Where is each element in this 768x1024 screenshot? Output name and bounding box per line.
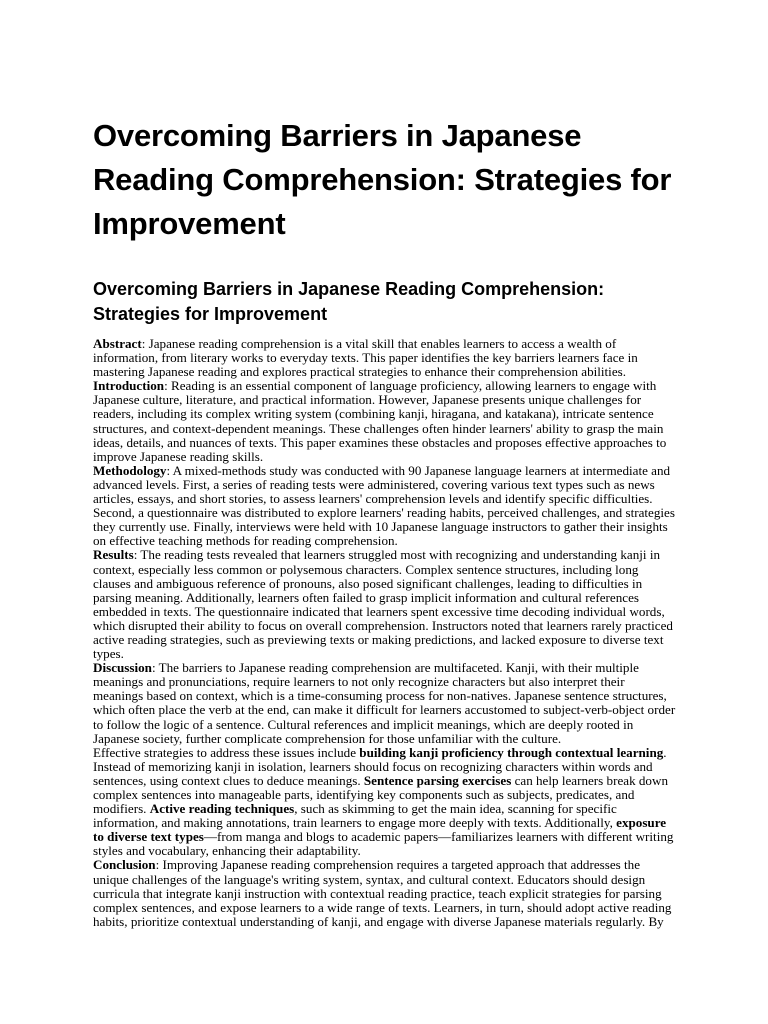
methodology-paragraph [93, 464, 677, 549]
discussion-text: : The barriers to Japanese reading comprehension are multifaceted. Kanji, with their multiple meanings and pronunciations, require learners to not only recognize characters but also interpret their meanings based on context, which is a time-consuming process for non-natives. Japanese sentence structures, which often place the verb at the end, can make it difficult for learners accustomed to subject-verb-object order to follow the logic of a sentence. Cultural references and implicit meanings, which are deeply rooted in Japanese society, further complicate comprehension for those unfamiliar with the culture. [93, 660, 676, 746]
abstract-label: Abstract [93, 336, 142, 351]
conclusion-label: Conclusion [93, 857, 156, 873]
introduction-paragraph [93, 379, 677, 464]
methodology-text: : A mixed-methods study was conducted with 90 Japanese language learners at intermediate and advanced levels. First, a series of reading tests were administered, covering various text types such as news articles, essays, and short stories, to assess learners' comprehension levels and identify specific difficulties. Second, a questionnaire was distributed to explore learners' reading habits, perceived challenges, and strategies they currently use. Finally, interviews were held with 10 Japanese language instructors to gather their insights on effective teaching methods for reading comprehension. [93, 462, 675, 549]
strategy-kanji-text: . Instead of memorizing kanji in isolation, learners should focus on recognizing characters within words and sentences, using context clues to deduce meanings. [93, 744, 667, 788]
results-label: Results [93, 547, 134, 563]
introduction-text: : Reading is an essential component of language proficiency, allowing learners to engage with Japanese culture, literature, and practical information. However, Japanese presents unique challenges for readers, including its complex writing system (combining kanji, hiragana, and katakana), intricate sentence structures, and context-dependent meanings. These challenges often hinder learners' ability to grasp the main ideas, details, and nuances of texts. This paper examines these obstacles and proposes effective approaches to improve Japanese reading skills. [93, 378, 667, 464]
conclusion-text: : Improving Japanese reading comprehension requires a targeted approach that addresses the unique challenges of the language's writing system, syntax, and cultural context. Educators should design curricula that integrate kanji instruction with contextual reading practice, teach explicit strategies for parsing complex sentences, and expose learners to a wide range of texts. Learners, in turn, should adopt active reading habits, prioritize contextual understanding of kanji, and engage with diverse Japanese materials regularly. By [93, 857, 672, 929]
document-body [93, 337, 677, 929]
introduction-label: Introduction [93, 378, 165, 394]
conclusion-paragraph [93, 858, 677, 928]
results-paragraph [93, 548, 677, 661]
discussion-label: Discussion [93, 660, 152, 676]
strategies-paragraph [93, 746, 677, 859]
strategy-exposure-bold: exposure to diverse text types [93, 815, 667, 845]
strategy-parsing-bold: Sentence parsing exercises [363, 772, 512, 788]
discussion-paragraph [93, 661, 677, 746]
document-page [93, 114, 677, 929]
strategy-active-reading-text: , such as skimming to get the main idea, scanning for specific information, and making annotations, train learners to engage more deeply with texts. Additionally, [93, 801, 617, 831]
strategy-kanji-bold: building kanji proficiency through contextual learning [359, 744, 664, 760]
document-subtitle: Overcoming Barriers in Japanese Reading Comprehension: Strategies for Improvement [93, 279, 605, 324]
strategies-intro: Effective strategies to address these issues include [93, 744, 360, 760]
abstract-paragraph [93, 337, 677, 379]
abstract-text: : Japanese reading comprehension is a vital skill that enables learners to access a wealth of information, from literary works to everyday texts. This paper identifies the key barriers learners face in mastering Japanese reading and explores practical strategies to enhance their comprehension abilities. [93, 336, 638, 380]
strategy-exposure-text: —from manga and blogs to academic papers—familiarizes learners with different writing styles and vocabulary, enhancing their adaptability. [93, 829, 674, 859]
strategy-parsing-text: can help learners break down complex sentences into manageable parts, identifying key components such as subjects, predicates, and modifiers. [93, 772, 668, 817]
document-title: Overcoming Barriers in Japanese Reading Comprehension: Strategies for Improvement [93, 118, 672, 241]
methodology-label: Methodology [93, 462, 167, 478]
strategy-active-reading-bold: Active reading techniques [149, 801, 295, 817]
results-text: : The reading tests revealed that learners struggled most with recognizing and understanding kanji in context, especially less common or polysemous characters. Complex sentence structures, including long clauses and ambiguous reference of pronouns, also posed significant challenges, leading to difficulties in parsing meaning. Additionally, learners often failed to grasp implicit information and cultural references embedded in texts. The questionnaire indicated that learners spent excessive time decoding individual words, which disrupted their ability to focus on overall comprehension. Instructors noted that learners rarely practiced active reading strategies, such as previewing texts or making predictions, and lacked exposure to diverse text types. [93, 547, 673, 662]
